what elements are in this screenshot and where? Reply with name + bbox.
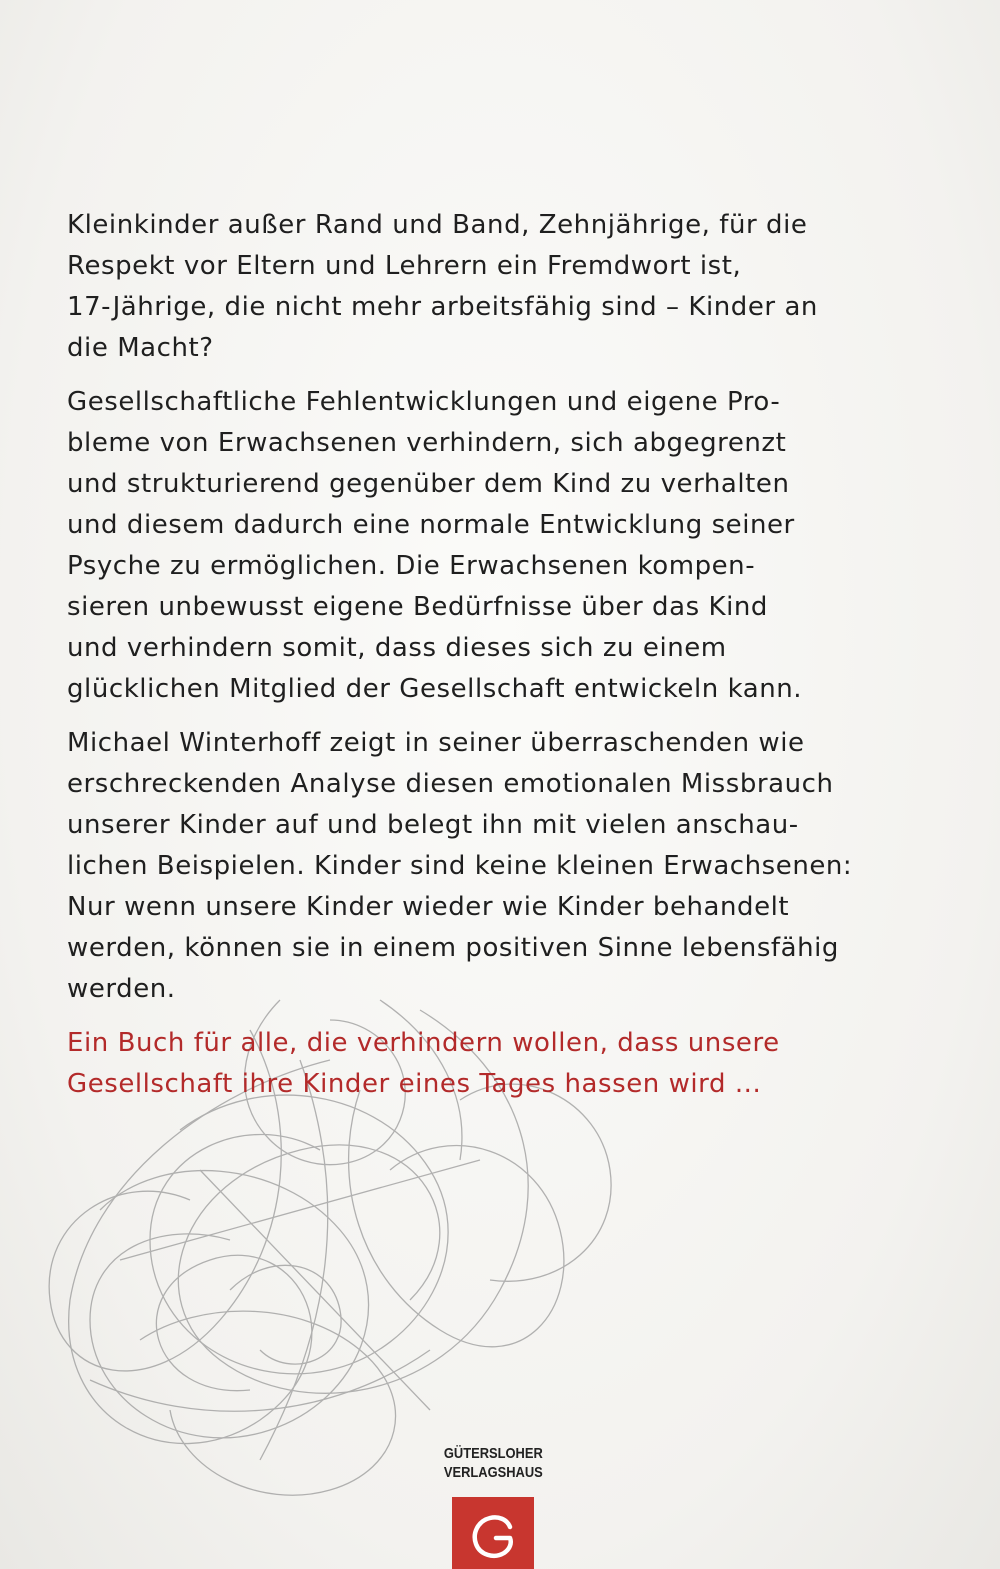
- text-line: erschreckenden Analyse diesen emotionalen Missbrauch: [67, 769, 834, 799]
- text-line: werden.: [67, 974, 176, 1004]
- text-line: Nur wenn unsere Kinder wieder wie Kinder behandelt: [67, 892, 790, 922]
- publisher-name: [440, 1444, 547, 1482]
- text-line: glücklichen Mitglied der Gesellschaft entwickeln kann.: [67, 674, 803, 704]
- text-line: Gesellschaft ihre Kinder eines Tages hassen wird ...: [67, 1069, 762, 1099]
- blurb-paragraph-1: [67, 205, 947, 369]
- publisher-name-line-2: VERLAGSHAUS: [443, 1464, 543, 1481]
- g-logo-icon: [452, 1497, 534, 1569]
- text-line: werden, können sie in einem positiven Sinne lebensfähig: [67, 933, 839, 963]
- text-line: sieren unbewusst eigene Bedürfnisse über das Kind: [67, 592, 768, 622]
- text-line: Kleinkinder außer Rand und Band, Zehnjährige, für die: [67, 210, 808, 240]
- text-line: und diesem dadurch eine normale Entwicklung seiner: [67, 510, 795, 540]
- text-line: Respekt vor Eltern und Lehrern ein Fremdwort ist,: [67, 251, 742, 281]
- text-line: 17-Jährige, die nicht mehr arbeitsfähig sind – Kinder an: [67, 292, 818, 322]
- text-line: und verhindern somit, dass dieses sich zu einem: [67, 633, 727, 663]
- text-line: Psyche zu ermöglichen. Die Erwachsenen kompen-: [67, 551, 756, 581]
- publisher-logo: [452, 1497, 534, 1569]
- closing-statement: [67, 1023, 947, 1105]
- blurb-paragraph-3: [67, 723, 947, 1010]
- text-line: Michael Winterhoff zeigt in seiner überraschenden wie: [67, 728, 805, 758]
- text-line: und strukturierend gegenüber dem Kind zu verhalten: [67, 469, 790, 499]
- text-line: unserer Kinder auf und belegt ihn mit vielen anschau-: [67, 810, 799, 840]
- back-cover-blurb: [67, 205, 947, 1118]
- text-line: lichen Beispielen. Kinder sind keine kleinen Erwachsenen:: [67, 851, 853, 881]
- text-line: die Macht?: [67, 333, 214, 363]
- text-line: bleme von Erwachsenen verhindern, sich abgegrenzt: [67, 428, 787, 458]
- publisher-name-line-1: GÜTERSLOHER: [443, 1445, 543, 1462]
- blurb-paragraph-2: [67, 382, 947, 710]
- text-line: Ein Buch für alle, die verhindern wollen, dass unsere: [67, 1028, 780, 1058]
- text-line: Gesellschaftliche Fehlentwicklungen und eigene Pro-: [67, 387, 781, 417]
